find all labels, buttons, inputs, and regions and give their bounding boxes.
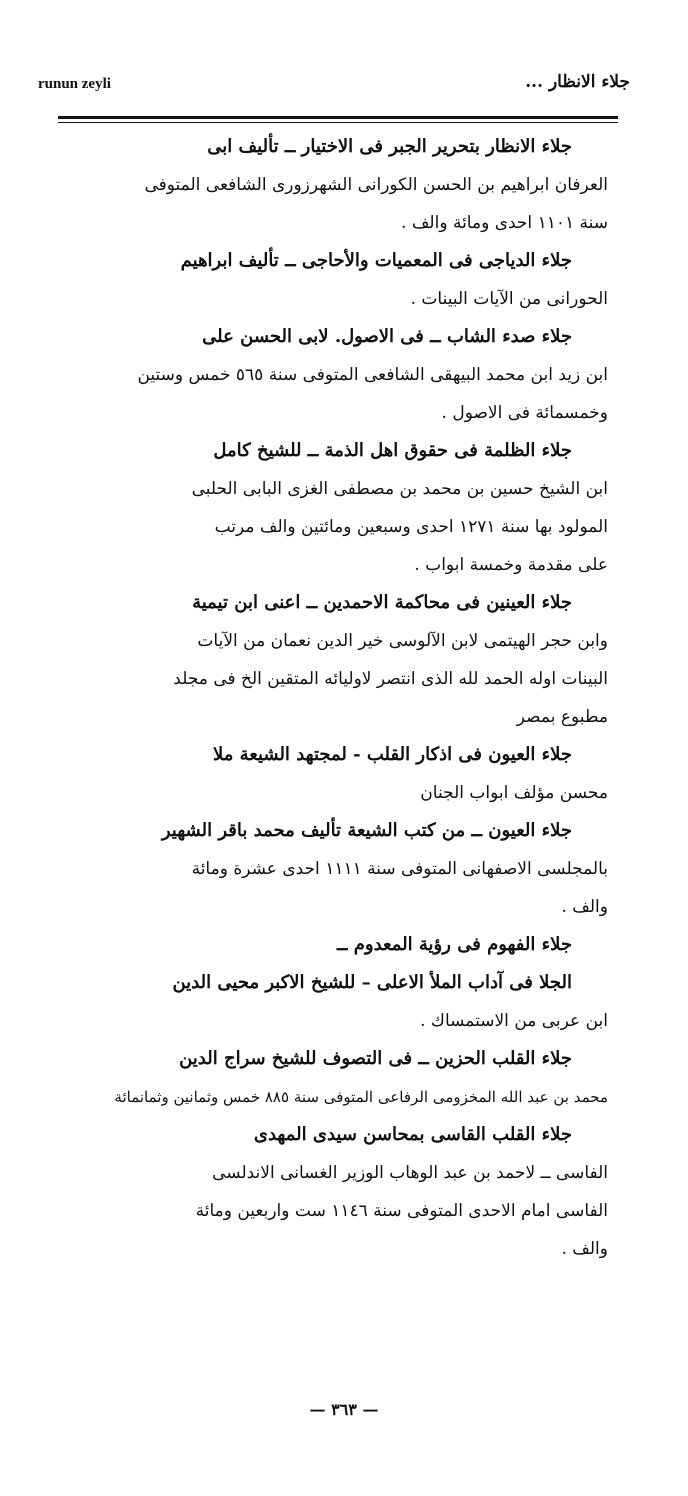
entry-2 — [68, 242, 608, 318]
entry-line: ابن عربى من الاستمساك . — [420, 1011, 608, 1031]
entry-line: الفاسى ــ لاحمد بن عبد الوهاب الوزير الغسانى الاندلسى — [212, 1163, 608, 1183]
entry-10 — [68, 1040, 608, 1116]
entry-line: محسن مؤلف ابواب الجنان — [420, 783, 608, 803]
entry-line: وخمسمائة فى الاصول . — [441, 403, 608, 423]
entry-8 — [68, 926, 608, 964]
header-rule-thick — [58, 116, 618, 119]
entries-list — [68, 128, 608, 1268]
entry-line: جلاء الدياجى فى المعميات والأحاجى ــ تأليف ابراهيم — [180, 250, 572, 271]
running-header — [38, 72, 630, 104]
entry-4 — [68, 432, 608, 584]
entry-line: والف . — [561, 897, 608, 917]
entry-line: جلاء الظلمة فى حقوق اهل الذمة ــ للشيخ كامل — [213, 440, 572, 461]
entry-line: جلاء القلب القاسى بمحاسن سيدى المهدى — [253, 1124, 572, 1145]
entry-line: وابن حجر الهيتمى لابن الآلوسى خير الدين نعمان من الآيات — [197, 631, 608, 651]
entry-line: والف . — [561, 1239, 608, 1259]
entry-line: المولود بها سنة ١٢٧١ احدى وسبعين ومائتين والف مرتب — [214, 517, 608, 537]
entry-line: جلاء الانظار بتحرير الجبر فى الاختيار ــ تأليف ابى — [207, 136, 572, 157]
entry-1 — [68, 128, 608, 242]
entry-7 — [68, 812, 608, 926]
page-number: — ٣٦٣ — — [309, 1400, 379, 1419]
entry-line: جلاء العيون ــ من كتب الشيعة تأليف محمد باقر الشهير — [161, 820, 572, 841]
header-right-text: جلاء الانظار ... — [525, 72, 630, 92]
entry-line: ابن الشيخ حسين بن محمد بن مصطفى الغزى البابى الحلبى — [191, 479, 608, 499]
entry-line: على مقدمة وخمسة ابواب . — [414, 555, 608, 575]
entry-line: الحورانى من الآيات البينات . — [410, 289, 608, 309]
entry-line: جلاء العيون فى اذكار القلب - لمجتهد الشيعة ملا — [212, 744, 572, 765]
entry-line: جلاء الفهوم فى رؤية المعدوم ــ — [336, 934, 572, 955]
entry-line: الجلا فى آداب الملأ الاعلى – للشيخ الاكبر محيى الدين — [172, 972, 572, 993]
entry-line: مطبوع بمصر — [516, 707, 608, 727]
entry-line: محمد بن عبد الله المخزومى الرفاعى المتوفى سنة ٨٨٥ خمس وثمانين وثمانمائة — [114, 1088, 608, 1106]
entry-line: الفاسى امام الاحدى المتوفى سنة ١١٤٦ ست واربعين ومائة — [195, 1201, 608, 1221]
entry-11 — [68, 1116, 608, 1268]
header-left-text: runun zeyli — [38, 76, 111, 92]
entry-line: جلاء العينين فى محاكمة الاحمدين ــ اعنى ابن تيمية — [192, 592, 572, 613]
entry-line: جلاء صدء الشاب ــ فى الاصول. لابى الحسن على — [202, 326, 572, 347]
entry-line: العرفان ابراهيم بن الحسن الكورانى الشهرزورى الشافعى المتوفى — [144, 175, 608, 195]
entry-5 — [68, 584, 608, 736]
entry-line: سنة ١١٠١ احدى ومائة والف . — [401, 213, 608, 233]
header-rule-thin — [58, 122, 618, 123]
entry-line: جلاء القلب الحزين ــ فى التصوف للشيخ سراج الدين — [179, 1048, 572, 1069]
entry-9 — [68, 964, 608, 1040]
entry-6 — [68, 736, 608, 812]
entry-line: البينات اوله الحمد لله الذى انتصر لاوليائه المتقين الخ فى مجلد — [173, 669, 608, 689]
entry-3 — [68, 318, 608, 432]
entry-line: بالمجلسى الاصفهانى المتوفى سنة ١١١١ احدى عشرة ومائة — [191, 859, 608, 879]
entry-line: ابن زيد ابن محمد البيهقى الشافعى المتوفى سنة ٥٦٥ خمس وستين — [137, 365, 608, 385]
